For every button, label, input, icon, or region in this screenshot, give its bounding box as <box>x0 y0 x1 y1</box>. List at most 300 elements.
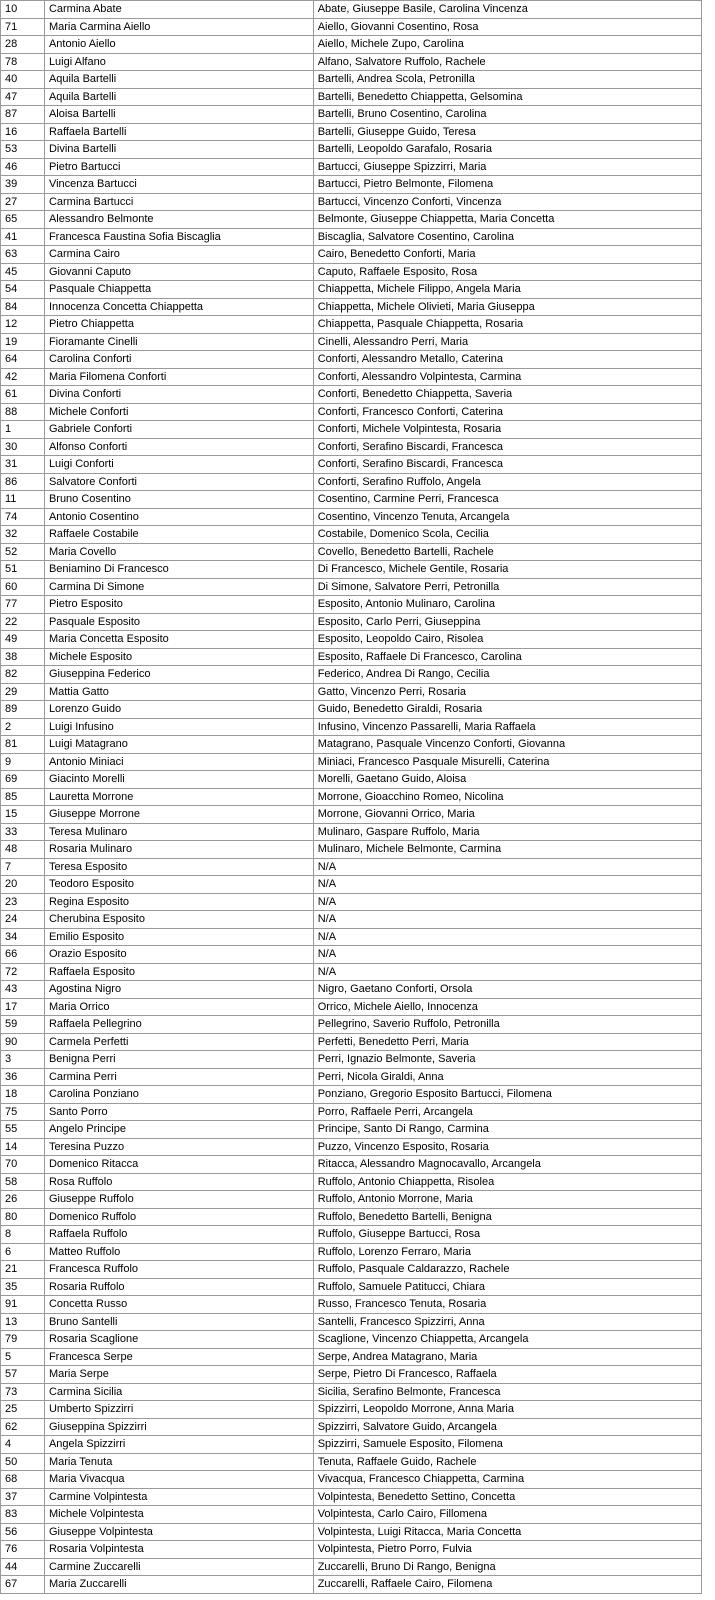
name-cell: Rosaria Ruffolo <box>44 1278 313 1296</box>
parents-cell: Morrone, Gioacchino Romeo, Nicolina <box>313 788 701 806</box>
table-row <box>1 1383 702 1401</box>
table-row <box>1 578 702 596</box>
parents-cell: Alfano, Salvatore Ruffolo, Rachele <box>313 53 701 71</box>
name-cell: Teodoro Esposito <box>44 876 313 894</box>
id-cell: 66 <box>1 946 45 964</box>
table-row <box>1 1506 702 1524</box>
id-cell: 47 <box>1 88 45 106</box>
table-row <box>1 631 702 649</box>
id-cell: 27 <box>1 193 45 211</box>
table-row <box>1 88 702 106</box>
table-row <box>1 963 702 981</box>
parents-cell: Ruffolo, Giuseppe Bartucci, Rosa <box>313 1226 701 1244</box>
id-cell: 48 <box>1 841 45 859</box>
parents-cell: Biscaglia, Salvatore Cosentino, Carolina <box>313 228 701 246</box>
id-cell: 24 <box>1 911 45 929</box>
parents-cell: Conforti, Serafino Biscardi, Francesca <box>313 438 701 456</box>
name-cell: Agostina Nigro <box>44 981 313 999</box>
table-row <box>1 211 702 229</box>
parents-cell: Mulinaro, Gaspare Ruffolo, Maria <box>313 823 701 841</box>
name-cell: Giuseppe Volpintesta <box>44 1523 313 1541</box>
parents-cell: Belmonte, Giuseppe Chiappetta, Maria Concetta <box>313 211 701 229</box>
name-cell: Giacinto Morelli <box>44 771 313 789</box>
name-cell: Concetta Russo <box>44 1296 313 1314</box>
id-cell: 14 <box>1 1138 45 1156</box>
name-cell: Orazio Esposito <box>44 946 313 964</box>
parents-cell: Chiappetta, Michele Olivieti, Maria Giuseppa <box>313 298 701 316</box>
table-row <box>1 316 702 334</box>
id-cell: 1 <box>1 421 45 439</box>
name-cell: Salvatore Conforti <box>44 473 313 491</box>
name-cell: Pietro Chiappetta <box>44 316 313 334</box>
table-row <box>1 1191 702 1209</box>
name-cell: Michele Conforti <box>44 403 313 421</box>
table-row <box>1 333 702 351</box>
name-cell: Divina Conforti <box>44 386 313 404</box>
table-row <box>1 858 702 876</box>
name-cell: Carmine Volpintesta <box>44 1488 313 1506</box>
id-cell: 84 <box>1 298 45 316</box>
table-row <box>1 263 702 281</box>
parents-cell: Morelli, Gaetano Guido, Aloisa <box>313 771 701 789</box>
id-cell: 85 <box>1 788 45 806</box>
table-row <box>1 1348 702 1366</box>
parents-cell: Conforti, Francesco Conforti, Caterina <box>313 403 701 421</box>
parents-cell: N/A <box>313 876 701 894</box>
id-cell: 49 <box>1 631 45 649</box>
id-cell: 39 <box>1 176 45 194</box>
table-row <box>1 71 702 89</box>
id-cell: 38 <box>1 648 45 666</box>
name-cell: Raffaele Costabile <box>44 526 313 544</box>
table-row <box>1 1523 702 1541</box>
id-cell: 13 <box>1 1313 45 1331</box>
parents-cell: Ruffolo, Benedetto Bartelli, Benigna <box>313 1208 701 1226</box>
parents-cell: Ruffolo, Samuele Patitucci, Chiara <box>313 1278 701 1296</box>
name-cell: Bruno Santelli <box>44 1313 313 1331</box>
table-row <box>1 1418 702 1436</box>
table-row <box>1 683 702 701</box>
table-row <box>1 771 702 789</box>
parents-cell: Zuccarelli, Bruno Di Rango, Benigna <box>313 1558 701 1576</box>
parents-cell: Volpintesta, Luigi Ritacca, Maria Concetta <box>313 1523 701 1541</box>
name-cell: Francesca Ruffolo <box>44 1261 313 1279</box>
parents-cell: Volpintesta, Carlo Cairo, Fillomena <box>313 1506 701 1524</box>
parents-cell: Spizzirri, Salvatore Guido, Arcangela <box>313 1418 701 1436</box>
parents-cell: Zuccarelli, Raffaele Cairo, Filomena <box>313 1576 701 1594</box>
name-cell: Antonio Aiello <box>44 36 313 54</box>
name-cell: Bruno Cosentino <box>44 491 313 509</box>
parents-cell: Scaglione, Vincenzo Chiappetta, Arcangela <box>313 1331 701 1349</box>
name-cell: Carmine Zuccarelli <box>44 1558 313 1576</box>
name-cell: Teresa Mulinaro <box>44 823 313 841</box>
table-row <box>1 403 702 421</box>
table-row <box>1 893 702 911</box>
name-cell: Vincenza Bartucci <box>44 176 313 194</box>
table-row <box>1 1331 702 1349</box>
parents-cell: N/A <box>313 946 701 964</box>
table-row <box>1 228 702 246</box>
name-cell: Carmina Sicilia <box>44 1383 313 1401</box>
parents-cell: Perri, Ignazio Belmonte, Saveria <box>313 1051 701 1069</box>
id-cell: 33 <box>1 823 45 841</box>
name-cell: Maria Filomena Conforti <box>44 368 313 386</box>
parents-cell: Federico, Andrea Di Rango, Cecilia <box>313 666 701 684</box>
table-row <box>1 561 702 579</box>
name-cell: Giuseppina Federico <box>44 666 313 684</box>
id-cell: 12 <box>1 316 45 334</box>
name-cell: Carmela Perfetti <box>44 1033 313 1051</box>
id-cell: 52 <box>1 543 45 561</box>
parents-cell: Ruffolo, Pasquale Caldarazzo, Rachele <box>313 1261 701 1279</box>
table-row <box>1 788 702 806</box>
parents-cell: Cosentino, Carmine Perri, Francesca <box>313 491 701 509</box>
parents-cell: Bartelli, Andrea Scola, Petronilla <box>313 71 701 89</box>
name-cell: Raffaela Bartelli <box>44 123 313 141</box>
name-cell: Rosaria Volpintesta <box>44 1541 313 1559</box>
table-row <box>1 438 702 456</box>
parents-cell: Conforti, Alessandro Metallo, Caterina <box>313 351 701 369</box>
parents-cell: Principe, Santo Di Rango, Carmina <box>313 1121 701 1139</box>
table-row <box>1 193 702 211</box>
table-row <box>1 298 702 316</box>
id-cell: 26 <box>1 1191 45 1209</box>
id-cell: 34 <box>1 928 45 946</box>
name-cell: Carmina Perri <box>44 1068 313 1086</box>
table-row <box>1 1086 702 1104</box>
name-cell: Santo Porro <box>44 1103 313 1121</box>
id-cell: 15 <box>1 806 45 824</box>
table-row <box>1 841 702 859</box>
table-row <box>1 53 702 71</box>
parents-cell: Bartucci, Pietro Belmonte, Filomena <box>313 176 701 194</box>
table-row <box>1 351 702 369</box>
name-cell: Antonio Miniaci <box>44 753 313 771</box>
table-row <box>1 1156 702 1174</box>
parents-cell: Cosentino, Vincenzo Tenuta, Arcangela <box>313 508 701 526</box>
table-row <box>1 1436 702 1454</box>
id-cell: 64 <box>1 351 45 369</box>
id-cell: 28 <box>1 36 45 54</box>
id-cell: 58 <box>1 1173 45 1191</box>
name-cell: Maria Carmina Aiello <box>44 18 313 36</box>
parents-cell: Bartelli, Benedetto Chiappetta, Gelsomina <box>313 88 701 106</box>
name-cell: Matteo Ruffolo <box>44 1243 313 1261</box>
name-cell: Maria Vivacqua <box>44 1471 313 1489</box>
table-row <box>1 543 702 561</box>
id-cell: 76 <box>1 1541 45 1559</box>
parents-cell: N/A <box>313 893 701 911</box>
table-row <box>1 386 702 404</box>
name-cell: Francesca Faustina Sofia Biscaglia <box>44 228 313 246</box>
table-row <box>1 1103 702 1121</box>
name-cell: Gabriele Conforti <box>44 421 313 439</box>
name-cell: Pasquale Esposito <box>44 613 313 631</box>
parents-cell: N/A <box>313 963 701 981</box>
name-cell: Giuseppina Spizzirri <box>44 1418 313 1436</box>
table-row <box>1 1558 702 1576</box>
parents-cell: Bartucci, Vincenzo Conforti, Vincenza <box>313 193 701 211</box>
name-cell: Luigi Conforti <box>44 456 313 474</box>
name-cell: Emilio Esposito <box>44 928 313 946</box>
table-row <box>1 1173 702 1191</box>
id-cell: 63 <box>1 246 45 264</box>
id-cell: 3 <box>1 1051 45 1069</box>
parents-cell: Esposito, Carlo Perri, Giuseppina <box>313 613 701 631</box>
id-cell: 78 <box>1 53 45 71</box>
table-row <box>1 946 702 964</box>
name-cell: Raffaela Esposito <box>44 963 313 981</box>
table-row <box>1 1 702 19</box>
name-cell: Maria Concetta Esposito <box>44 631 313 649</box>
parents-cell: Serpe, Pietro Di Francesco, Raffaela <box>313 1366 701 1384</box>
name-cell: Francesca Serpe <box>44 1348 313 1366</box>
table-body <box>1 1 702 1594</box>
id-cell: 67 <box>1 1576 45 1594</box>
name-cell: Raffaela Ruffolo <box>44 1226 313 1244</box>
name-cell: Maria Tenuta <box>44 1453 313 1471</box>
id-cell: 30 <box>1 438 45 456</box>
id-cell: 86 <box>1 473 45 491</box>
parents-cell: Aiello, Giovanni Cosentino, Rosa <box>313 18 701 36</box>
id-cell: 35 <box>1 1278 45 1296</box>
table-row <box>1 1296 702 1314</box>
table-row <box>1 281 702 299</box>
name-cell: Beniamino Di Francesco <box>44 561 313 579</box>
id-cell: 20 <box>1 876 45 894</box>
name-cell: Luigi Matagrano <box>44 736 313 754</box>
parents-cell: Conforti, Michele Volpintesta, Rosaria <box>313 421 701 439</box>
id-cell: 22 <box>1 613 45 631</box>
id-cell: 2 <box>1 718 45 736</box>
table-row <box>1 1366 702 1384</box>
parents-cell: Conforti, Serafino Ruffolo, Angela <box>313 473 701 491</box>
id-cell: 43 <box>1 981 45 999</box>
parents-cell: Miniaci, Francesco Pasquale Misurelli, Caterina <box>313 753 701 771</box>
name-cell: Teresa Esposito <box>44 858 313 876</box>
id-cell: 79 <box>1 1331 45 1349</box>
id-cell: 71 <box>1 18 45 36</box>
name-cell: Rosaria Mulinaro <box>44 841 313 859</box>
id-cell: 51 <box>1 561 45 579</box>
name-cell: Giuseppe Ruffolo <box>44 1191 313 1209</box>
id-cell: 88 <box>1 403 45 421</box>
parents-cell: Di Francesco, Michele Gentile, Rosaria <box>313 561 701 579</box>
table-row <box>1 1138 702 1156</box>
name-cell: Carolina Conforti <box>44 351 313 369</box>
table-row <box>1 1051 702 1069</box>
name-cell: Mattia Gatto <box>44 683 313 701</box>
id-cell: 17 <box>1 998 45 1016</box>
name-cell: Antonio Cosentino <box>44 508 313 526</box>
parents-cell: Spizzirri, Leopoldo Morrone, Anna Maria <box>313 1401 701 1419</box>
parents-cell: Conforti, Serafino Biscardi, Francesca <box>313 456 701 474</box>
name-cell: Aquila Bartelli <box>44 88 313 106</box>
parents-cell: N/A <box>313 858 701 876</box>
parents-cell: Porro, Raffaele Perri, Arcangela <box>313 1103 701 1121</box>
table-row <box>1 526 702 544</box>
parents-cell: Bartelli, Giuseppe Guido, Teresa <box>313 123 701 141</box>
name-cell: Maria Zuccarelli <box>44 1576 313 1594</box>
name-cell: Carmina Abate <box>44 1 313 19</box>
parents-cell: Santelli, Francesco Spizzirri, Anna <box>313 1313 701 1331</box>
table-row <box>1 1016 702 1034</box>
id-cell: 18 <box>1 1086 45 1104</box>
parents-cell: Di Simone, Salvatore Perri, Petronilla <box>313 578 701 596</box>
table-row <box>1 753 702 771</box>
table-row <box>1 246 702 264</box>
table-row <box>1 596 702 614</box>
table-row <box>1 1313 702 1331</box>
id-cell: 60 <box>1 578 45 596</box>
parents-cell: Ponziano, Gregorio Esposito Bartucci, Filomena <box>313 1086 701 1104</box>
table-row <box>1 1208 702 1226</box>
name-cell: Raffaela Pellegrino <box>44 1016 313 1034</box>
table-row <box>1 613 702 631</box>
table-row <box>1 666 702 684</box>
id-cell: 91 <box>1 1296 45 1314</box>
id-cell: 62 <box>1 1418 45 1436</box>
name-cell: Regina Esposito <box>44 893 313 911</box>
parents-cell: Bartucci, Giuseppe Spizzirri, Maria <box>313 158 701 176</box>
parents-cell: Esposito, Leopoldo Cairo, Risolea <box>313 631 701 649</box>
id-cell: 23 <box>1 893 45 911</box>
parents-cell: Aiello, Michele Zupo, Carolina <box>313 36 701 54</box>
id-cell: 73 <box>1 1383 45 1401</box>
id-cell: 56 <box>1 1523 45 1541</box>
table-row <box>1 806 702 824</box>
name-cell: Carmina Bartucci <box>44 193 313 211</box>
id-cell: 5 <box>1 1348 45 1366</box>
name-cell: Fioramante Cinelli <box>44 333 313 351</box>
parents-cell: Infusino, Vincenzo Passarelli, Maria Raffaela <box>313 718 701 736</box>
parents-cell: Sicilia, Serafino Belmonte, Francesca <box>313 1383 701 1401</box>
name-cell: Maria Serpe <box>44 1366 313 1384</box>
parents-cell: Pellegrino, Saverio Ruffolo, Petronilla <box>313 1016 701 1034</box>
parents-cell: Mulinaro, Michele Belmonte, Carmina <box>313 841 701 859</box>
table-row <box>1 18 702 36</box>
parents-cell: N/A <box>313 928 701 946</box>
name-cell: Lorenzo Guido <box>44 701 313 719</box>
parents-cell: Caputo, Raffaele Esposito, Rosa <box>313 263 701 281</box>
id-cell: 40 <box>1 71 45 89</box>
parents-cell: Vivacqua, Francesco Chiappetta, Carmina <box>313 1471 701 1489</box>
parents-cell: Orrico, Michele Aiello, Innocenza <box>313 998 701 1016</box>
name-cell: Pietro Bartucci <box>44 158 313 176</box>
id-cell: 44 <box>1 1558 45 1576</box>
parents-cell: Ruffolo, Antonio Morrone, Maria <box>313 1191 701 1209</box>
name-cell: Luigi Alfano <box>44 53 313 71</box>
name-cell: Alessandro Belmonte <box>44 211 313 229</box>
table-row <box>1 368 702 386</box>
id-cell: 25 <box>1 1401 45 1419</box>
name-cell: Lauretta Morrone <box>44 788 313 806</box>
parents-cell: Esposito, Antonio Mulinaro, Carolina <box>313 596 701 614</box>
table-row <box>1 718 702 736</box>
table-row <box>1 998 702 1016</box>
parents-cell: Chiappetta, Michele Filippo, Angela Maria <box>313 281 701 299</box>
id-cell: 11 <box>1 491 45 509</box>
id-cell: 69 <box>1 771 45 789</box>
name-cell: Angela Spizzirri <box>44 1436 313 1454</box>
parents-cell: Esposito, Raffaele Di Francesco, Carolina <box>313 648 701 666</box>
name-cell: Aloisa Bartelli <box>44 106 313 124</box>
name-cell: Benigna Perri <box>44 1051 313 1069</box>
name-cell: Alfonso Conforti <box>44 438 313 456</box>
table-row <box>1 106 702 124</box>
table-row <box>1 491 702 509</box>
id-cell: 90 <box>1 1033 45 1051</box>
table-row <box>1 158 702 176</box>
parents-cell: Volpintesta, Benedetto Settino, Concetta <box>313 1488 701 1506</box>
table-row <box>1 1033 702 1051</box>
id-cell: 42 <box>1 368 45 386</box>
id-cell: 55 <box>1 1121 45 1139</box>
parents-cell: Bartelli, Bruno Cosentino, Carolina <box>313 106 701 124</box>
name-cell: Teresina Puzzo <box>44 1138 313 1156</box>
id-cell: 37 <box>1 1488 45 1506</box>
id-cell: 21 <box>1 1261 45 1279</box>
parents-cell: Covello, Benedetto Bartelli, Rachele <box>313 543 701 561</box>
id-cell: 16 <box>1 123 45 141</box>
table-row <box>1 141 702 159</box>
table-row <box>1 1243 702 1261</box>
id-cell: 29 <box>1 683 45 701</box>
id-cell: 59 <box>1 1016 45 1034</box>
id-cell: 57 <box>1 1366 45 1384</box>
name-cell: Pietro Esposito <box>44 596 313 614</box>
table-row <box>1 1576 702 1594</box>
name-cell: Aquila Bartelli <box>44 71 313 89</box>
name-cell: Domenico Ruffolo <box>44 1208 313 1226</box>
parents-cell: Perfetti, Benedetto Perri, Maria <box>313 1033 701 1051</box>
name-cell: Michele Volpintesta <box>44 1506 313 1524</box>
table-row <box>1 176 702 194</box>
id-cell: 54 <box>1 281 45 299</box>
parents-cell: Cinelli, Alessandro Perri, Maria <box>313 333 701 351</box>
name-cell: Giuseppe Morrone <box>44 806 313 824</box>
name-cell: Maria Orrico <box>44 998 313 1016</box>
name-cell: Pasquale Chiappetta <box>44 281 313 299</box>
name-cell: Innocenza Concetta Chiappetta <box>44 298 313 316</box>
table-row <box>1 911 702 929</box>
parents-cell: Chiappetta, Pasquale Chiappetta, Rosaria <box>313 316 701 334</box>
id-cell: 7 <box>1 858 45 876</box>
id-cell: 6 <box>1 1243 45 1261</box>
table-row <box>1 823 702 841</box>
parents-cell: Ruffolo, Lorenzo Ferraro, Maria <box>313 1243 701 1261</box>
parents-cell: Ruffolo, Antonio Chiappetta, Risolea <box>313 1173 701 1191</box>
name-cell: Angelo Principe <box>44 1121 313 1139</box>
table-row <box>1 1278 702 1296</box>
name-cell: Domenico Ritacca <box>44 1156 313 1174</box>
table-row <box>1 1541 702 1559</box>
table-row <box>1 473 702 491</box>
id-cell: 87 <box>1 106 45 124</box>
id-cell: 74 <box>1 508 45 526</box>
table-row <box>1 876 702 894</box>
id-cell: 72 <box>1 963 45 981</box>
id-cell: 9 <box>1 753 45 771</box>
parents-cell: Russo, Francesco Tenuta, Rosaria <box>313 1296 701 1314</box>
name-cell: Luigi Infusino <box>44 718 313 736</box>
id-cell: 75 <box>1 1103 45 1121</box>
id-cell: 53 <box>1 141 45 159</box>
table-row <box>1 421 702 439</box>
id-cell: 77 <box>1 596 45 614</box>
id-cell: 8 <box>1 1226 45 1244</box>
parents-cell: Tenuta, Raffaele Guido, Rachele <box>313 1453 701 1471</box>
